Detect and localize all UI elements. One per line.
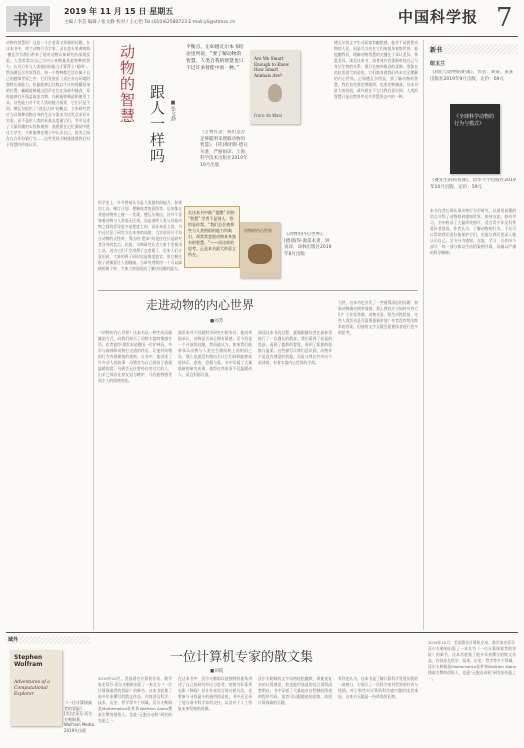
deck-box [184,206,240,268]
book-cover-are-we-smart [250,50,300,124]
article1-title-part2: 跟人一样吗 [148,84,166,164]
essay-top-rule [6,632,518,633]
essay-cover-caption: 《一位计算探索者的冒险》，[美]史蒂芬·沃尔夫勒姆著，Wolfram Media 2019年出版 [64,700,94,733]
sidebar-book1-caption: 《我们与动物的距离》，作者：刘某，某某出版社2019年9月出版，定价：69元 [430,70,514,82]
essay-col1: 2019年10月，美国著名计算机专家、数学家史蒂芬·沃尔夫勒姆出版了一本名为《一位计算探索者的冒险》的新书。这本书收集了他多年来撰写的散文作品，内容涉及科学、技术、历史、哲学等多个领域。沃尔夫勒姆是Mathematica软件和Wolfram Alpha搜索引擎的创始人，也是“元胞自动机”研究的先驱之一。 [98,676,172,723]
essay-author: ■刘霞 [210,669,224,674]
page-header [0,0,524,38]
article1-title-part1: 动物的智慧 [118,44,136,124]
cover2-title: 动物的内心世界 [244,228,272,233]
essay-cover-title: Adventures of a Computational Explorer [14,680,50,697]
article2-col3: 阅读这本书的过程，就像跟随作者在森林里进行了一次漫长的散步。我们看到了松鼠的焦虑，看到了鹿群的警觉，看到了狐狸的狡黠与温柔。这些描写让我们意识到，动物并不是没有感觉的机器，而是与我们共享这个星球的、有着丰富内心世界的生命。 [258,330,332,365]
essay-col3: 沃尔夫勒姆的文字风格轻松幽默，即使是复杂的计算理论，他也能用浅显的语言讲得清楚明白。书中穿插了大量他亲自绘制的图表和程序代码，读者可以跟随他的思路，体验计算探索的乐趣。 [258,676,332,705]
sidebar-book-cover [450,104,500,174]
date-line: 2019 年 11 月 15 日 星期五 [64,7,174,16]
article1-column-mid: 科学史上，许多曾被认为是人类独有的能力，如使用工具、制订计划、理解他者的意图等，后来都在其他动物身上被一一发现。德瓦尔指出，这并不意味着动物与人类毫无区别，而是说明人类与其他动物之间的差异更多是程度上的，而非本质上的。书中还讨论了研究方法本身的局限：当实验设计不符合动物的天性时，得出的“愚笨”结论往往只是研究者自身的盲点。比如，早期研究认为大象不会使用工具，因为它们不会用鼻子去拿棍子，后来人们才意识到，大象的鼻子同时也是嗅觉器官，用它握住棍子就像蒙住人的眼睛。当研究者换用一个可以踩踏的箱子时，大象立即展现出了解决问题的能力。 [98,200,182,271]
masthead-logo: 中国科学报 [398,8,479,26]
sidebar-label-band [428,44,518,54]
essay-book-cover [10,650,62,726]
essay-col4: 有评论认为，这本书是了解计算科学发展历程的一扇窗口，它展示了一位科学家对世界的好奇与热情。对于那些对计算机科学感兴趣的读者来说，这本书无疑是一份珍贵的礼物。 [338,676,418,699]
editor-line: 主编 / 李芸 编辑 / 张文静 校对 / 王心怡 Tel:(010)62580723 E-mail:yli@stimes.cn [64,20,236,25]
article2-title: 走进动物的内心世界 [146,298,255,312]
essay-col5: 2019年10月，美国著名计算机专家、数学家史蒂芬·沃尔夫勒姆出版了一本名为《一位计算探索者的冒险》的新书。这本书收集了他多年来撰写的散文作品，内容涉及科学、技术、历史、哲学等多个领域。沃尔夫勒姆是Mathematica软件和Wolfram Alpha搜索引擎的创始人，也是“元胞自动机”研究的先驱之一。 [428,640,516,681]
article2-col1: 《动物的内心世界》这本书以一种生动而细腻的方式，向我们展示了动物丰富的情感生活。作者彼得·渥雷本是德国一位护林员，多年与森林和动物打交道的经历，让他对动物的行为有着敏锐的观察。在书中，他讲述了许多动人的故事：母猪会为自己的孩子搭建温暖的窝，乌鸦会记住曾经伤害过它的人，山羊之间存在着友谊与嫉妒，马匹能够感受到主人的情绪变化。 [98,330,172,383]
column-divider [93,40,94,630]
cover1-author: Frans de Waal [254,113,282,118]
article2-top-rule [98,290,418,291]
book1-caption: 《万物有灵：我们是否足够聪明来理解动物的智慧》，[荷]弗朗斯·德瓦尔著，严丽娟译，上海科学技术出版社2019年10月出版 [200,130,248,168]
article1-column-left: 动物有智慧吗？这是一个古老而又常新的问题。在这本书中，荷兰动物行为学家、灵长类专家弗朗斯·德瓦尔为我们带来了他对动物认知研究的深刻反思。人类常常以自己为中心来衡量其他物种的智力，认为只有与人类相似的能力才算得上“聪明”。然而德瓦尔告诉我们，每一个物种都生活在属于自己的感知世界之中，它们发展出了适应各自环境的独特认知能力。松鼠能够记住数以千计的埋藏坚果的位置，蝙蝠能够通过回声定位在黑暗中捕食，章鱼能够打开瓶盖取出食物，乌鸦能够制造和使用工具。这些能力并不比人类的能力低等，它们只是不同。德瓦尔提出了“进化认知”的概念，主张研究者应当以每种动物自身的生态与需求为出发点来设计实验，而不是用人类的标准去度量它们。书中记述了大量有趣的实验和观察：黑猩猩在记忆测试中胜过大学生，大象能够在镜子中认出自己，鱼类之间存在合作狩猎行为……这些发现不断挑战着我们对于智慧的传统认识。 [6,40,90,147]
essay-label-band [6,636,90,644]
essay-title: 一位计算机专家的散文集 [170,650,314,665]
article2-col2: 渥雷本并不回避科学研究中的争议，他坦率地承认，动物是否真正拥有情感，至今仍是一个开放的问题。然而他认为，如果我们能够承认动物与人类在生理结构上的相似之处，那么也就没有理由否认它们同样能够体验快乐、悲伤、恐惧与爱。书中穿插了大量最新的研究成果，使得这些故事不仅温暖动人，而且有据可查。 [178,330,252,377]
animal-illustration-icon [268,84,282,102]
cover1-title: Are We Smart Enough to Know How Smart Animals Are? [254,56,290,78]
article1-author: ■张文静 [170,100,176,121]
sidebar-label: 新书 [430,47,443,54]
essay-label: 域外 [8,637,19,643]
essay-col2: 在这本书中，沃尔夫勒姆以他独特的视角讲述了自己的研究经历与思考。他曾为好莱坞电影《降临》设计外星语言的分析方法，也曾参与寻找最小的通用图灵机。书中还记录了他与诸多科学家的交往，以及对于人工智能未来发展的预测。 [178,676,252,711]
sidebar-author: 纽玉兰 [430,61,446,67]
animal-photo-icon [248,244,272,264]
essay-cover-author: Stephen Wolfram [14,654,43,668]
header-rule [6,36,518,37]
article1-deck: 在这本书中被 “提醒” 到的 “智慧” 学者不是别人，恰恰是你我。“我们总会被那些与人类相似的能力所吸引，却常常忽视动物本身独有的智慧。”——而这样的思考，正是本书最大的意义所在。 [188,210,236,257]
article1-lead-quote: 平衡点、正如德瓦尔本书结论里所说，“要了解动物的智慧，人类自我的智慧也只不过许多智能中的一种。” [186,45,244,71]
article1-column-right: 德瓦尔的文字生动而富有幽默感，他并不试图把动物拟人化，而是尽力站在它们的视角观察世界。他提醒我们，理解动物智慧的关键在于承认差异、尊重差异。读完这本书，读者或许会重新审视自己与身边生物的关系：那只在窗外啄食的喜鹊、那条在鱼缸里游弋的金鱼，它们都有着我们尚未完全理解的内心世界。正如德瓦尔所说，要了解动物的智慧，我们首先要足够聪明，也要足够谦逊。这本书最大的价值，或许就在于它让我们意识到：人类的智慧只是自然界中众多智慧形态中的一种。 [334,40,418,99]
article2-col4: 当然，这本书也引发了一些值得深思的问题：如果动物确实拥有情感，那么我们应当如何对待它们？工业化养殖、动物实验、野生动物贸易，这些人类活动是否需要重新审视？作者没有给出简单的答案，但他的文字无疑会促使读者进行更多的思考。 [338,300,418,335]
article2-author: ■刘芳 [210,319,224,324]
page-number: 7 [496,3,513,33]
section-tab: 书评 [6,6,50,32]
book2-caption: 《动物的内心世界》，[德]彼得·渥雷本著，钟寅译，译林出版社2019年8月出版 [284,232,332,257]
sidebar-book2-caption: 《赛先生的科普课》，清华大学出版社2019年10月出版，定价：59元 [430,178,516,190]
sidebar-divider [423,40,424,630]
sidebar-book-title: 《全球科学动物的行为与模式》 [454,114,495,127]
book-cover-inner-world [240,222,280,278]
sidebar-text: 本书作者长期从事动物行为学研究，以通俗易懂的语言介绍了动物如何感知世界、如何交流、如何学习。书中收录了大量珍贵照片，适合青少年及科普爱好者阅读。作者认为，了解动物的行为，不仅可以帮助我们更好地保护它们，也能让我们更深入地认识自己。全书分为感知、交流、学习、合作四个部分，每一部分都以生动的案例开篇，再辅以严谨的科学解释。 [430,208,516,255]
